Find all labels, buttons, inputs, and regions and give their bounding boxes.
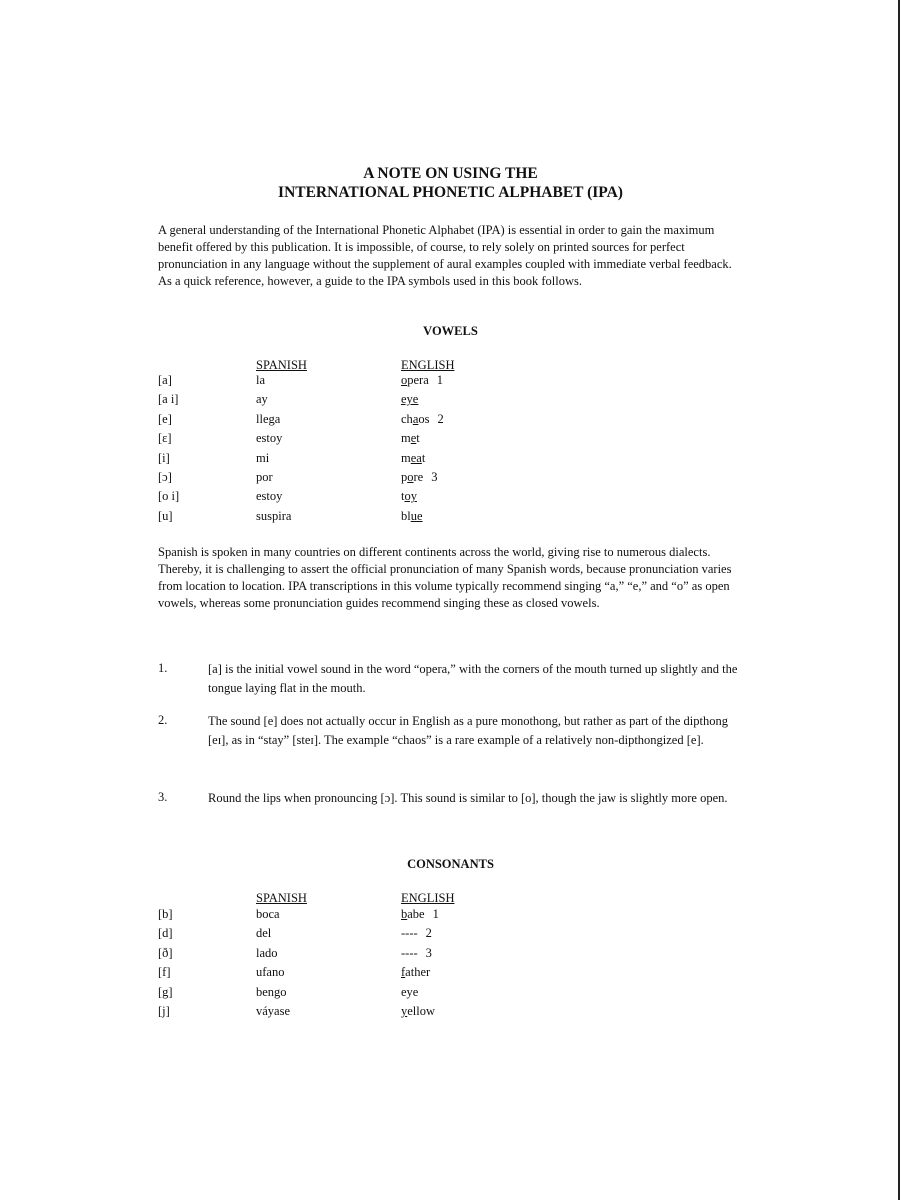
english-example: chaos 2 [401, 411, 444, 426]
ipa-symbol: [ð] [158, 945, 173, 960]
english-example: eye [401, 392, 419, 407]
consonant-row [158, 945, 558, 964]
consonants-col-spanish: SPANISH [256, 891, 307, 905]
english-example: met [401, 431, 420, 446]
spanish-example: boca [256, 907, 280, 921]
vowel-row [158, 469, 558, 488]
english-example: blue [401, 508, 423, 523]
spanish-example: bengo [256, 984, 287, 999]
english-example: opera 1 [401, 373, 444, 387]
title-line-2: INTERNATIONAL PHONETIC ALPHABET (IPA) [278, 184, 623, 201]
note-text: Round the lips when pronouncing [ɔ]. This sound is similar to [o], though the jaw is slightly more open. [208, 791, 728, 805]
vowel-row [158, 430, 558, 449]
footnote-ref: 1 [432, 907, 439, 921]
spanish-example: estoy [256, 431, 283, 446]
spanish-example: ay [256, 392, 268, 407]
spanish-example: llega [256, 411, 281, 426]
english-example: ---- 3 [401, 945, 432, 960]
consonant-row [158, 925, 558, 944]
consonant-row [158, 1003, 558, 1022]
note-text: [a] is the initial vowel sound in the word “opera,” with the corners of the mouth turned up slightly and the tongue laying flat in the mouth. [208, 662, 738, 695]
ipa-symbol: [d] [158, 926, 173, 941]
vowels-col-english: ENGLISH [401, 358, 455, 372]
spanish-example: suspira [256, 508, 292, 523]
title-line-1: A NOTE ON USING THE [363, 165, 538, 182]
vowel-row [158, 372, 558, 391]
english-example: father [401, 965, 431, 980]
vowel-row [158, 488, 558, 507]
english-example: eye [401, 984, 419, 999]
spanish-example: ufano [256, 965, 285, 980]
vowel-row [158, 508, 558, 527]
consonant-row [158, 906, 558, 925]
spanish-example: váyase [256, 1004, 291, 1018]
ipa-symbol: [f] [158, 965, 171, 980]
consonants-col-english: ENGLISH [401, 891, 455, 905]
spanish-example: estoy [256, 489, 283, 504]
intro-paragraph: A general understanding of the International Phonetic Alphabet (IPA) is essential in order to gain the maximum benefit offered by this publication. It is impossible, of course, to rely solely on printed sources for perfect pronunciation in any language without the supplement of aural examples coupled with immediate verbal feedback. As a quick reference, however, a guide to the IPA symbols used in this book follows. [158, 223, 732, 288]
footnote-ref: 3 [431, 470, 438, 484]
spanish-example: la [256, 373, 266, 387]
ipa-symbol: [a] [158, 373, 172, 387]
english-example: meat [401, 450, 426, 465]
ipa-symbol: [ɔ] [158, 470, 172, 484]
footnote-ref: 2 [425, 926, 432, 941]
vowel-row [158, 450, 558, 469]
spanish-example: por [256, 470, 273, 484]
ipa-symbol: [i] [158, 450, 170, 465]
consonant-row [158, 984, 558, 1003]
page-title [158, 164, 743, 202]
spanish-example: lado [256, 945, 278, 960]
vowel-row [158, 391, 558, 410]
ipa-symbol: [u] [158, 508, 173, 523]
note-number: 3. [158, 790, 168, 804]
spanish-example: del [256, 926, 272, 941]
note-text: The sound [e] does not actually occur in English as a pure monothong, but rather as part of the dipthong [eɪ], as in “stay” [steɪ]. The example “chaos” is a rare example of a relatively non-dipthongized [e]. [208, 714, 729, 747]
dialect-paragraph: Spanish is spoken in many countries on different continents across the world, giving rise to numerous dialects. Thereby, it is challenging to assert the official pronunciation of many Spanish words, because pronunciation varies from location to location. IPA transcriptions in this volume typically recommend singing “a,” “e,” and “o” as open vowels, whereas some pronunciation guides recommend singing these as closed vowels. [158, 545, 732, 610]
ipa-symbol: [a i] [158, 392, 179, 407]
ipa-symbol: [j] [158, 1004, 170, 1018]
english-example: pore 3 [401, 470, 438, 484]
footnote-ref: 3 [425, 945, 432, 960]
english-example: yellow [401, 1004, 436, 1018]
note-number: 1. [158, 661, 168, 675]
ipa-symbol: [b] [158, 907, 173, 921]
spanish-example: mi [256, 450, 270, 465]
vowels-col-spanish: SPANISH [256, 358, 307, 372]
footnote-ref: 1 [436, 373, 444, 387]
english-example: babe 1 [401, 907, 439, 921]
note-number: 2. [158, 713, 168, 727]
footnote-ref: 2 [437, 411, 444, 426]
consonant-row [158, 964, 558, 983]
ipa-symbol: [e] [158, 411, 172, 426]
consonants-heading: CONSONANTS [407, 857, 494, 871]
ipa-symbol: [g] [158, 984, 173, 999]
english-example: ---- 2 [401, 926, 432, 941]
ipa-symbol: [o i] [158, 489, 180, 504]
vowel-row [158, 411, 558, 430]
vowels-heading: VOWELS [423, 324, 478, 338]
ipa-symbol: [ɛ] [158, 431, 172, 446]
english-example: toy [401, 489, 417, 504]
